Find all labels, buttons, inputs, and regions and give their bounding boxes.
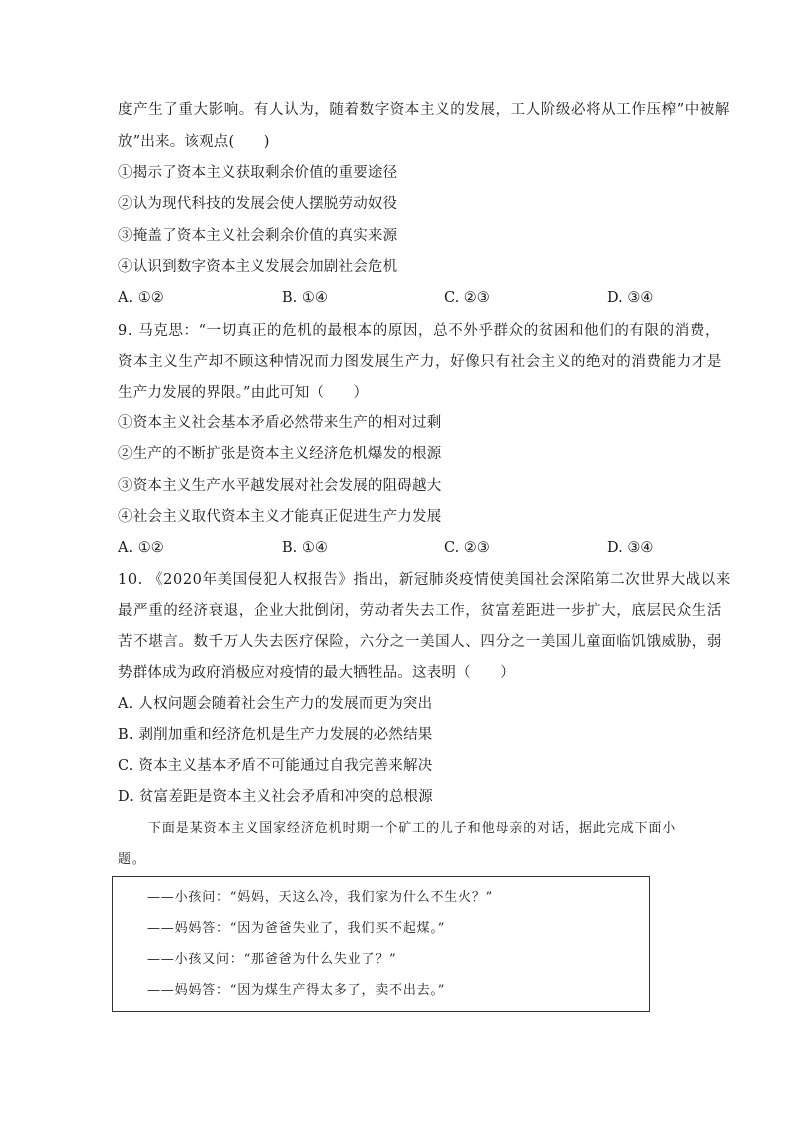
q9-item-1: ①资本主义社会基本矛盾必然带来生产的相对过剩: [118, 415, 442, 431]
q9-stem-line-2: 资本主义生产却不顾这种情况而力图发展生产力，好像只有社会主义的绝对的消费能力才是: [118, 354, 722, 370]
q8-item-3: ③掩盖了资本主义社会剩余价值的真实来源: [118, 228, 398, 244]
q10-choice-d[interactable]: D. 贫富差距是资本主义社会矛盾和冲突的总根源: [118, 789, 433, 805]
q9-item-3: ③资本主义生产水平越发展对社会发展的阻碍越大: [118, 478, 442, 494]
q9-option-c[interactable]: C. ②③: [444, 540, 490, 556]
q8-item-4: ④认识到数字资本主义发展会加剧社会危机: [118, 259, 398, 275]
q10-stem-line-1: 10. 《2020年美国侵犯人权报告》指出，新冠肺炎疫情使美国社会深陷第二次世界大战以来: [118, 572, 731, 588]
q8-item-1: ①揭示了资本主义获取剩余价值的重要途径: [118, 165, 398, 181]
q9-option-d[interactable]: D. ③④: [607, 540, 654, 556]
q9-item-2: ②生产的不断扩张是资本主义经济危机爆发的根源: [118, 446, 442, 462]
q10-stem-line-4: 势群体成为政府消极应对疫情的最大牺牲品。这表明（ ）: [118, 665, 515, 681]
q8-option-a[interactable]: A. ①②: [118, 290, 164, 306]
q9-options: [118, 538, 678, 558]
dialogue-line-4: ——妈妈答：“因为煤生产得太多了，卖不出去。”: [147, 983, 446, 998]
q8-options: [118, 288, 678, 308]
passage-intro-line-1: 下面是某资本主义国家经济危机时期一个矿工的儿子和他母亲的对话，据此完成下面小: [148, 821, 677, 836]
q8-item-2: ②认为现代科技的发展会使人摆脱劳动奴役: [118, 196, 398, 212]
passage-intro-line-2: 题。: [118, 852, 146, 867]
q10-stem-line-3: 苦不堪言。数千万人失去医疗保险，六分之一美国人、四分之一美国儿童面临饥饿威胁，弱: [118, 634, 722, 650]
q9-option-a[interactable]: A. ①②: [118, 540, 164, 556]
dialogue-line-3: ——小孩又问：“那爸爸为什么失业了？”: [147, 952, 397, 967]
q8-stem-line-1: 度产生了重大影响。有人认为，随着数字资本主义的发展，工人阶级必将从工作压榨”中被解: [118, 102, 731, 118]
q8-stem-line-2: 放”出来。该观点( ): [118, 134, 270, 150]
q9-option-b[interactable]: B. ①④: [282, 540, 328, 556]
q8-option-d[interactable]: D. ③④: [607, 290, 654, 306]
q9-stem-line-3: 生产力发展的界限。”由此可知（ ）: [118, 385, 369, 401]
q9-item-4: ④社会主义取代资本主义才能真正促进生产力发展: [118, 509, 442, 525]
q10-choice-a[interactable]: A. 人权问题会随着社会生产力的发展而更为突出: [118, 696, 433, 712]
q10-choice-c[interactable]: C. 资本主义基本矛盾不可能通过自我完善来解决: [118, 758, 433, 774]
q9-stem-line-1: 9. 马克思：“一切真正的危机的最根本的原因，总不外乎群众的贫困和他们的有限的消费，: [118, 323, 721, 339]
q10-choice-b[interactable]: B. 剥削加重和经济危机是生产力发展的必然结果: [118, 727, 433, 743]
dialogue-line-1: ——小孩问：“妈妈，天这么冷，我们家为什么不生火？”: [147, 890, 494, 905]
q8-option-b[interactable]: B. ①④: [282, 290, 328, 306]
dialogue-box: [112, 876, 650, 1012]
dialogue-line-2: ——妈妈答：“因为爸爸失业了，我们买不起煤。”: [147, 921, 446, 936]
q10-stem-line-2: 最严重的经济衰退，企业大批倒闭，劳动者失去工作，贫富差距进一步扩大，底层民众生活: [118, 603, 722, 619]
q8-option-c[interactable]: C. ②③: [444, 290, 490, 306]
